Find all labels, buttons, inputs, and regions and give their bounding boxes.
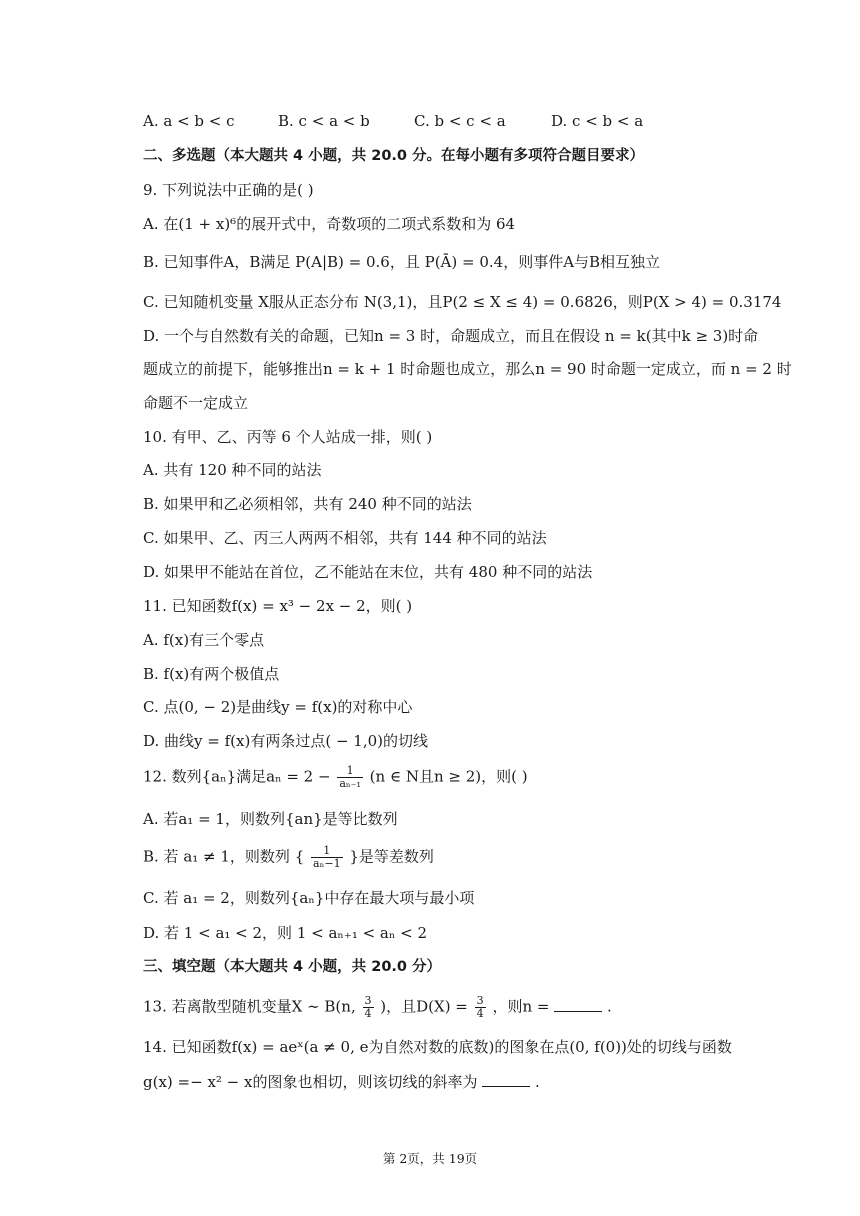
q8-option-b: B. c < a < b (278, 112, 370, 130)
q13-answer-blank[interactable] (554, 997, 602, 1012)
q12-stem-fraction: $\frac{1}{\text{aₙ₋₁}}$ (339, 764, 361, 790)
q8-option-a: A. a < b < c (143, 112, 235, 130)
q10-option-c: C. 如果甲、乙、丙三人两两不相邻，共有 144 种不同的站法 (143, 529, 547, 547)
q9-option-b: B. 已知事件A，B满足 P(A|B) = 0.6，且 P(Ā) = 0.4，则事件A与B相互独立 (143, 253, 661, 271)
q13-fraction-p: $\frac{3}{4}$ (364, 994, 372, 1020)
q13-fraction-variance: $\frac{3}{4}$ (476, 994, 484, 1020)
q11-option-b: B. f(x)有两个极值点 (143, 665, 280, 683)
q10-stem: 10. 有甲、乙、丙等 6 个人站成一排，则( ) (143, 428, 433, 446)
q8-option-c: C. b < c < a (414, 112, 506, 130)
q9-stem: 9. 下列说法中正确的是( ) (143, 181, 314, 199)
q9-option-d-line1: D. 一个与自然数有关的命题，已知n = 3 时，命题成立，而且在假设 n = k(其中k ≥ 3)时命 (143, 327, 759, 345)
q10-option-a: A. 共有 120 种不同的站法 (143, 461, 322, 479)
q9-option-d-line2: 题成立的前提下，能够推出n = k + 1 时命题也成立，那么n = 90 时命题一定成立，而 n = 2 时 (143, 360, 792, 378)
q14-stem-line2: g(x) =− x² − x的图象也相切，则该切线的斜率为 . (143, 1073, 540, 1091)
q13-stem: 13. 若离散型随机变量X ∼ B(n, $\frac{3}{4}$ )，且D(X) = $\frac{3}{4}$ ，则n = . (143, 994, 612, 1020)
q10-option-d: D. 如果甲不能站在首位，乙不能站在末位，共有 480 种不同的站法 (143, 563, 593, 581)
q14-answer-blank[interactable] (482, 1072, 530, 1087)
q12-stem (143, 765, 528, 790)
q11-option-d: D. 曲线y = f(x)有两条过点( − 1,0)的切线 (143, 732, 428, 750)
q12-stem-post: (n ∈ N且n ≥ 2)，则( ) (369, 767, 528, 786)
q9-option-c: C. 已知随机变量 X服从正态分布 N(3,1)，且P(2 ≤ X ≤ 4) = 0.6826，则P(X > 4) = 0.3174 (143, 293, 782, 311)
q12-option-c: C. 若 a₁ = 2，则数列{aₙ}中存在最大项与最小项 (143, 889, 475, 907)
q8-option-d: D. c < b < a (551, 112, 644, 130)
section-heading-fill-in: 三、填空题（本大题共 4 小题，共 20.0 分） (143, 959, 442, 975)
q12-stem-pre: 12. 数列{aₙ}满足aₙ = 2 − (143, 767, 331, 786)
q11-option-a: A. f(x)有三个零点 (143, 631, 265, 649)
q12-option-b-fraction: $\frac{1}{\text{aₙ−1}}$ (313, 844, 341, 870)
q12-option-a: A. 若a₁ = 1，则数列{an}是等比数列 (143, 810, 398, 828)
q12-option-b: B. 若 a₁ ≠ 1，则数列 { $\frac{1}{\text{aₙ−1}}$ }是等差数列 (143, 844, 434, 870)
q11-option-c: C. 点(0, − 2)是曲线y = f(x)的对称中心 (143, 698, 413, 716)
q14-stem-line1: 14. 已知函数f(x) = aeˣ(a ≠ 0, e为自然对数的底数)的图象在点(0, f(0))处的切线与函数 (143, 1038, 732, 1056)
q9-option-a: A. 在(1 + x)⁶的展开式中，奇数项的二项式系数和为 64 (143, 215, 516, 233)
q10-option-b: B. 如果甲和乙必须相邻，共有 240 种不同的站法 (143, 495, 472, 513)
q12-option-d: D. 若 1 < a₁ < 2，则 1 < aₙ₊₁ < aₙ < 2 (143, 924, 428, 942)
q9-option-d-line3: 命题不一定成立 (143, 394, 249, 412)
q11-stem: 11. 已知函数f(x) = x³ − 2x − 2，则( ) (143, 597, 413, 615)
section-heading-multiple-choice: 二、多选题（本大题共 4 小题，共 20.0 分。在每小题有多项符合题目要求） (143, 148, 645, 164)
page-footer: 第 2页，共 19页 (382, 1151, 478, 1166)
